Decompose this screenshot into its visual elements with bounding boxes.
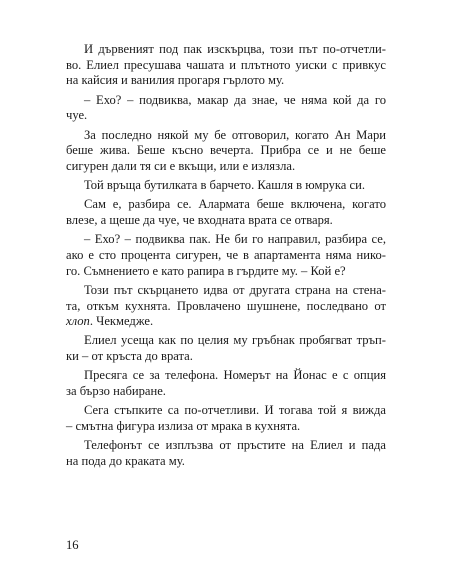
paragraph — [66, 438, 386, 469]
text-line: ако е сто процента сигурен, че в апартамента няма нико- — [66, 247, 386, 262]
paragraph — [66, 403, 386, 434]
text-line: Той връща бутилката в барчето. Кашля в юмрука си. — [84, 178, 366, 193]
text-line: за бързо набиране. — [66, 384, 166, 399]
text-line: го. Съмнението е като рапира в гърдите му. – Кой е? — [66, 263, 346, 278]
text-line: За последно някой му бе отговорил, когато Ан Мари — [84, 127, 386, 142]
text-line: во. Елиел пресушава чашата и плътното уиски с привкус — [66, 57, 386, 72]
paragraph — [66, 128, 386, 175]
paragraph — [66, 197, 386, 228]
text-line: беше жива. Беше късно вечерта. Прибра се и не беше — [66, 143, 386, 158]
text-line: Пресяга се за телефона. Номерът на Йонас е с опция — [84, 368, 386, 383]
text-line: влезе, а щеше да чуе, че входната врата се отваря. — [66, 213, 333, 228]
body-text — [66, 42, 386, 470]
text-line: на пода до краката му. — [66, 453, 185, 468]
text-line: Този път скърцането идва от другата страна на стена- — [84, 282, 386, 297]
text-line: сигурен дали тя си е вкъщи, или е излязла. — [66, 158, 296, 173]
paragraph — [66, 178, 386, 194]
page-number: 16 — [66, 538, 79, 552]
text-line: Телефонът се изплъзва от пръстите на Елиел и пада — [84, 438, 386, 453]
text-line: на кайсия и ванилия прогаря гърлото му. — [66, 73, 285, 88]
text-line: – Ехо? – подвиква, макар да знае, че няма кой да го — [84, 92, 386, 107]
paragraph — [66, 283, 386, 330]
text-line: Сам е, разбира се. Алармата беше включена, когато — [84, 197, 386, 212]
paragraph — [66, 333, 386, 364]
paragraph — [66, 42, 386, 89]
text-line: – смътна фигура излиза от мрака в кухнята. — [66, 418, 301, 433]
paragraph — [66, 368, 386, 399]
text-line: та, откъм кухнята. Провлачено шушнене, последвано от — [66, 298, 386, 313]
paragraph — [66, 232, 386, 279]
text-line: хлоп. Чекмедже. — [66, 314, 154, 329]
text-line: ки – от кръста до врата. — [66, 349, 193, 364]
text-line: Елиел усеща как по целия му гръбнак пробягват тръп- — [84, 333, 386, 348]
text-line: Сега стъпките са по-отчетливи. И тогава той я вижда — [84, 403, 386, 418]
text-line: чуе. — [66, 108, 88, 123]
paragraph — [66, 93, 386, 124]
text-line: – Ехо? – подвиква пак. Не би го направил, разбира се, — [84, 232, 386, 247]
italic-word: хлоп — [66, 314, 90, 329]
text-line: И дървеният под пак изскърцва, този път по-отчетли- — [84, 42, 386, 56]
